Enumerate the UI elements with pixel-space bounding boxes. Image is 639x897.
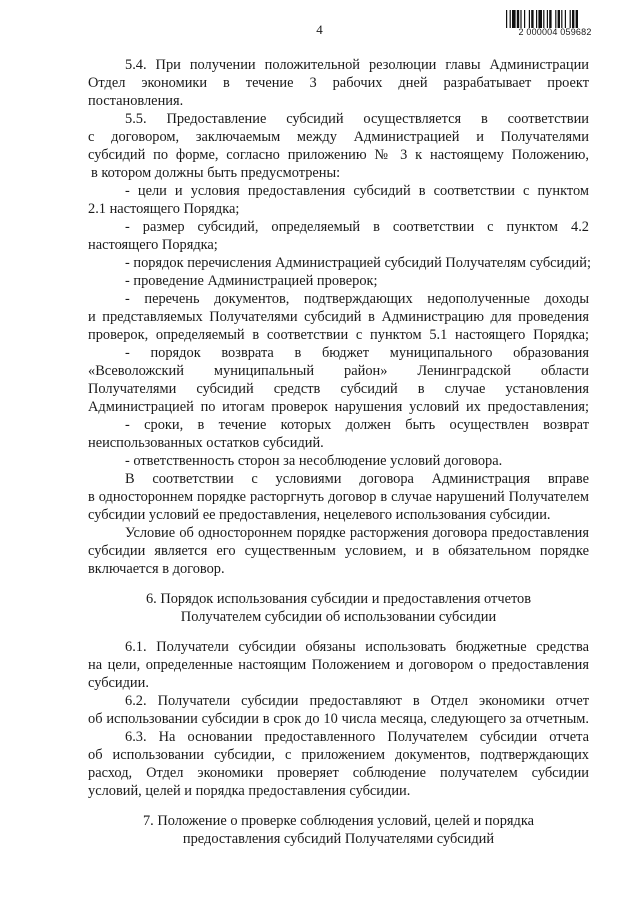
barcode-bar <box>549 10 551 28</box>
section-heading-line: предоставления субсидий Получателями субсидий <box>182 831 495 847</box>
text-line: на цели, определенные настоящим Положением и договором о предоставления <box>88 657 589 673</box>
text-line: условий, целей и порядка предоставления субсидии. <box>88 783 411 799</box>
barcode-bar <box>510 10 511 28</box>
barcode-bar <box>555 10 556 28</box>
barcode-bar <box>565 10 566 28</box>
text-line: неиспользованных остатков субсидий. <box>88 435 324 451</box>
text-line: 6.3. На основании предоставленного Получателем субсидии отчета <box>125 729 589 745</box>
barcode-bar <box>576 10 578 28</box>
text-line: 6.1. Получатели субсидии обязаны использовать бюджетные средства <box>125 639 589 655</box>
barcode-bar <box>572 10 574 28</box>
barcode-bar <box>520 10 521 28</box>
barcode-number: 2 000004 059682 <box>518 27 592 37</box>
barcode-bar <box>524 10 525 28</box>
text-line: об использовании субсидии в срок до 10 числа месяца, следующего за отчетным. <box>88 711 589 727</box>
text-line: 5.5. Предоставление субсидий осуществляется в соответствии <box>125 111 589 127</box>
text-line: в одностороннем порядке расторгнуть договор в случае нарушений Получателем <box>88 489 589 505</box>
text-line: В соответствии с условиями договора Администрация вправе <box>125 471 589 487</box>
text-line: - порядок возврата в бюджет муниципального образования <box>125 345 589 361</box>
barcode-bar <box>543 10 544 28</box>
text-line: - цели и условия предоставления субсидий в соответствии с пунктом <box>125 183 589 199</box>
barcode-bar <box>547 10 548 28</box>
text-line: 2.1 настоящего Порядка; <box>88 201 240 217</box>
barcode-bar <box>512 10 516 28</box>
text-line: об использовании субсидии, с приложением документов, подтверждающих <box>88 747 589 763</box>
barcode-bar <box>561 10 562 28</box>
text-line: субсидии. <box>88 675 149 691</box>
barcode-bar <box>531 10 533 28</box>
text-line: Условие об одностороннем порядке расторжения договора предоставления <box>125 525 589 541</box>
text-line: Отдел экономики в течение 3 рабочих дней разрабатывает проект <box>88 75 589 91</box>
text-line: 6.2. Получатели субсидии предоставляют в Отдел экономики отчет <box>125 693 589 709</box>
text-line: - ответственность сторон за несоблюдение условий договора. <box>125 453 503 469</box>
barcode-bar <box>536 10 537 28</box>
text-line: постановления. <box>88 93 184 109</box>
barcode-bar <box>570 10 571 28</box>
text-line: субсидии условий ее предоставления, нецелевого использования субсидии. <box>88 507 551 523</box>
barcode-bar <box>529 10 530 28</box>
text-line: в котором должны быть предусмотрены: <box>91 165 341 181</box>
text-line: расход, Отдел экономики проверяет соблюдение получателем субсидии <box>88 765 589 781</box>
barcode-bar <box>538 10 542 28</box>
text-line: и представляемых Получателями субсидий в Администрацию для проведения <box>88 309 589 325</box>
text-line: - сроки, в течение которых должен быть осуществлен возврат <box>125 417 589 433</box>
text-line: - перечень документов, подтверждающих недополученные доходы <box>125 291 589 307</box>
text-line: субсидий по форме, согласно приложению № 3 к настоящему Положению, <box>88 147 589 163</box>
text-line: 5.4. При получении положительной резолюции главы Администрации <box>125 57 589 73</box>
section-heading-line: 6. Порядок использования субсидии и предоставления отчетов <box>145 591 532 607</box>
text-line: «Всеволожский муниципальный район» Ленинградской области <box>88 363 589 379</box>
text-line: включается в договор. <box>88 561 225 577</box>
text-line: настоящего Порядка; <box>88 237 218 253</box>
barcode-bar <box>558 10 560 28</box>
page-number: 4 <box>316 22 323 37</box>
section-heading-line: Получателем субсидии об использовании субсидии <box>180 609 497 625</box>
section-heading-line: 7. Положение о проверке соблюдения условий, целей и порядка <box>142 813 534 829</box>
text-line: - размер субсидий, определяемый в соответствии с пунктом 4.2 <box>125 219 589 235</box>
text-line: с договором, заключаемым между Администрацией и Получателями <box>88 129 589 145</box>
text-line: субсидии является его существенным условием, и в обязательном порядке <box>88 543 589 559</box>
text-line: проверок, определяемый в соответствии с пунктом 5.1 настоящего Порядка; <box>88 327 589 343</box>
text-line: Администрацией по итогам проверок нарушения условий их предоставления; <box>88 399 589 415</box>
text-line: Получателями субсидий средств субсидий в случае установления <box>88 381 589 397</box>
text-line: - проведение Администрацией проверок; <box>125 273 378 289</box>
barcode-icon <box>506 10 603 28</box>
barcode-bar <box>517 10 519 28</box>
text-line: - порядок перечисления Администрацией субсидий Получателям субсидий; <box>125 255 591 271</box>
barcode-bar <box>506 10 507 28</box>
